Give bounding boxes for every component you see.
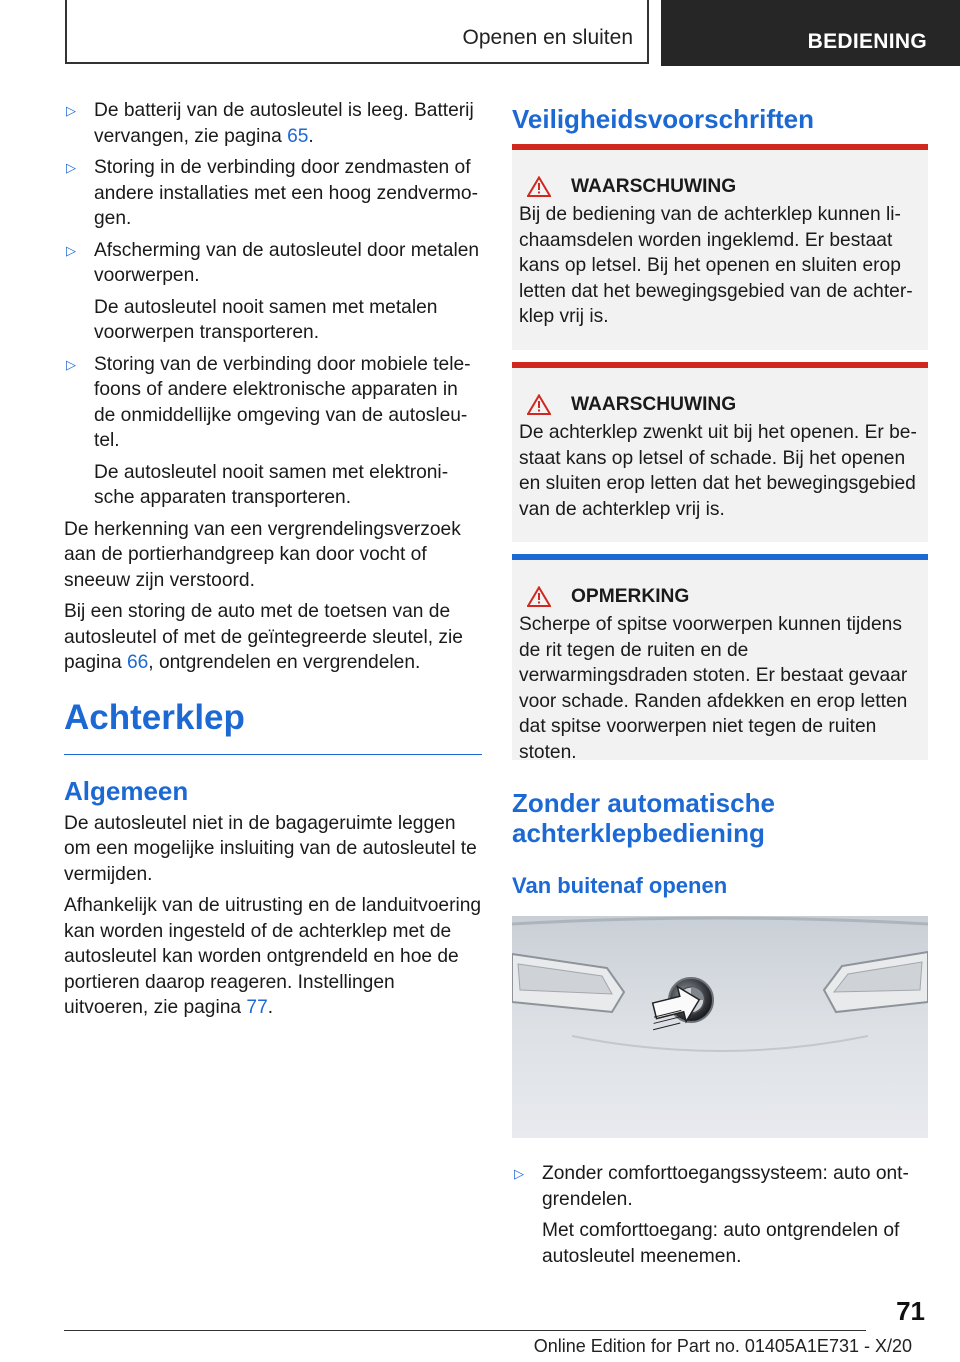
list-item-note: Met comforttoegang: auto ontgrendelen of autosleutel meenemen. (542, 1220, 900, 1267)
paragraph-herkenning: De herkenning van een vergrendelingsverzoek aan de portierhandgreep kan door vocht of sneeuw zijn verstoord. (64, 518, 461, 591)
list-item (64, 155, 482, 232)
notice-triangle-icon (527, 586, 551, 607)
header-section-tab (65, 0, 649, 64)
footer-divider (64, 1330, 866, 1331)
list-item-note: De autosleutel nooit samen met metalen voorwerpen transporteren. (94, 296, 438, 343)
header-chapter-tab (661, 0, 960, 66)
paragraph-afhankelijk: Afhankelijk van de uitrusting en de landuitvoering kan worden ingesteld of de achterklep met de autosleutel kan worden ontgrendeld en hoe de portieren daarop reageren. Instellingen uitvoeren, zie pagina 77. (64, 895, 482, 1018)
page-link[interactable]: 66 (126, 652, 149, 673)
right-column (512, 98, 928, 1275)
list-item-text: Storing in de verbinding door zendmasten of andere installaties met een hoog zendvermo-gen. (94, 157, 478, 229)
triangle-bullet-icon: ▷ (514, 1166, 524, 1181)
list-item-text: De batterij van de autosleutel is leeg. Batterij vervangen, zie pagina 65. (94, 100, 474, 147)
warning-box (512, 144, 928, 350)
list-item (64, 352, 482, 511)
tailgate-photo (512, 916, 928, 1138)
section-heading-algemeen: Algemeen (64, 775, 189, 806)
triangle-bullet-icon: ▷ (66, 242, 76, 258)
paragraph-storing: Bij een storing de auto met de toetsen van de autosleutel of met de geïntegreerde sleutel, zie pagina 66, ontgrendelen en vergrendelen. (64, 601, 463, 673)
list-item-note: De autosleutel nooit samen met elektroni-sche apparaten transporteren. (94, 461, 449, 508)
list-item-text: Zonder comforttoegangssysteem: auto ont-grendelen. (542, 1163, 909, 1210)
page-link[interactable]: 65 (287, 125, 309, 147)
section-heading-zonder: Zonder automatische achterklepbediening (512, 788, 775, 848)
footer-edition: Online Edition for Part no. 01405A1E731 - X/20 (533, 1336, 912, 1356)
chapter-heading: Achterklep (64, 696, 482, 755)
warning-triangle-icon (527, 176, 551, 197)
triangle-bullet-icon: ▷ (66, 356, 76, 372)
triangle-bullet-icon: ▷ (66, 103, 76, 118)
box-text: Scherpe of spitse voorwerpen kunnen tijdens de rit tegen de ruiten en de verwarmingsdraden stoten. Er bestaat gevaar voor schade. Randen afdekken en erop letten dat spitse voorwerpen niet tegen de ruiten stoten. (519, 614, 908, 763)
box-title: OPMERKING (571, 586, 690, 607)
warning-triangle-icon (527, 394, 551, 415)
section-heading-veiligheid: Veiligheidsvoorschriften (512, 104, 814, 134)
left-column (64, 98, 482, 1021)
paragraph-algemeen: De autosleutel niet in de bagageruimte leggen om een mogelijke insluiting van de autosleutel te vermijden. (64, 812, 477, 885)
list-item (64, 98, 482, 149)
chapter-title: BEDIENING (807, 30, 927, 53)
page-link[interactable]: 77 (246, 997, 268, 1018)
list-item (64, 238, 482, 346)
box-text: Bij de bediening van de achterklep kunnen li-chaamsdelen worden ingeklemd. Er bestaat kans op letsel. Bij het openen en sluiten erop letten dat het bewegingsgebied van de achter-klep vrij is. (519, 204, 913, 327)
warning-box (512, 362, 928, 542)
triangle-bullet-icon: ▷ (66, 160, 76, 175)
list-item (512, 1161, 928, 1269)
box-title: WAARSCHUWING (571, 394, 737, 415)
page-number: 71 (896, 1296, 925, 1326)
box-text: De achterklep zwenkt uit bij het openen. Er be-staat kans op letsel of schade. Bij het openen en sluiten erop letten dat het bewegingsgebied van de achterklep vrij is. (519, 422, 917, 520)
section-title: Openen en sluiten (462, 26, 633, 49)
list-item-text: Afscherming van de autosleutel door metalen voorwerpen. (94, 239, 480, 286)
list-item-text: Storing van de verbinding door mobiele tele-foons of andere elektronische apparaten in de onmiddellijke omgeving van de autosleu-tel. (94, 353, 471, 451)
subsection-heading-buitenaf: Van buitenaf openen (512, 873, 728, 898)
box-title: WAARSCHUWING (571, 176, 737, 197)
notice-box (512, 554, 928, 763)
